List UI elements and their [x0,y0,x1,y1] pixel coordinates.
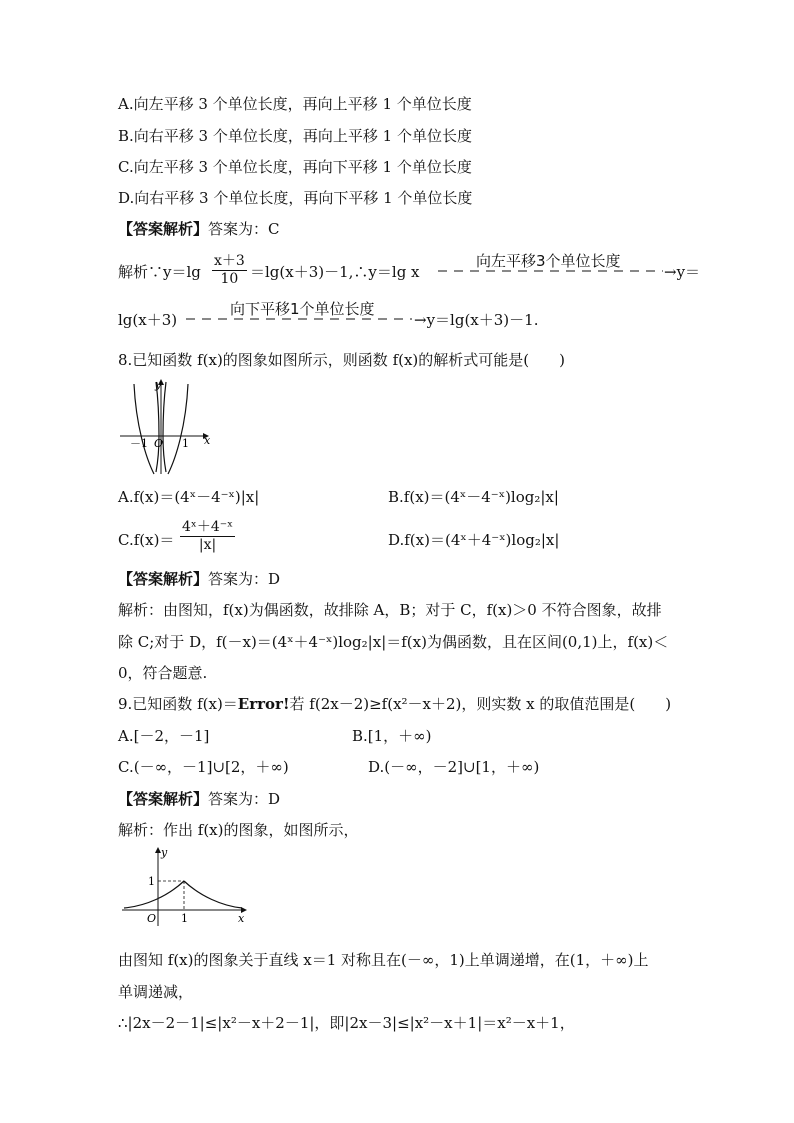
q7-answer [118,219,280,239]
answer-text: 答案为：D [208,570,281,588]
q9-option-c: C.(－∞，－1]∪[2，＋∞) [118,758,289,776]
q8-function-graph [118,376,214,478]
arrow-label: 向左平移3个单位长度 [476,252,621,270]
fraction-numerator: x＋3 [214,253,245,269]
answer-text: 答案为：D [208,790,281,808]
decreasing-branch [184,881,242,908]
left-outer-branch [134,384,154,474]
origin-label: O [154,437,164,450]
tick-neg-one: －1 [130,437,148,450]
q9-option-d: D.(－∞，－2]∪[1，＋∞) [368,758,540,776]
right-inner-branch [163,382,166,472]
q7-solution-line2-prefix: lg(x＋3) [118,311,178,329]
answer-heading: 【答案解析】 [118,790,209,808]
answer-text: 答案为：C [208,220,280,238]
q9-function-graph [118,844,254,928]
fraction-numerator: 4ˣ＋4⁻ˣ [182,519,234,535]
q7-option-a: A.向左平移 3 个单位长度，再向上平移 1 个单位长度 [118,95,472,113]
q7-solution-fraction [212,250,247,287]
dashed-arrow-line [438,248,668,284]
answer-heading: 【答案解析】 [118,220,209,238]
q9-option-a: A.[－2，－1] [118,727,210,745]
left-inner-branch [156,382,159,472]
q7-transform-arrow-2 [186,296,416,332]
q9-stem [118,694,671,714]
origin-label: O [147,912,157,925]
q9-answer [118,789,280,809]
q8-option-b: B.f(x)＝(4ˣ－4⁻ˣ)log₂|x| [388,488,559,506]
tick-x-one: 1 [181,912,188,925]
q7-solution-result-1: →y＝ [664,263,701,281]
tick-y-one: 1 [148,875,155,888]
q8-answer [118,569,280,589]
fraction-denominator: 10 [212,270,247,287]
x-axis-label: x [204,434,211,447]
q7-option-c: C.向左平移 3 个单位长度，再向下平移 1 个单位长度 [118,158,472,176]
q8-solution-line-2: 除 C;对于 D，f(－x)＝(4ˣ＋4⁻ˣ)log₂|x|＝f(x)为偶函数，且在区间(0,1)上，f(x)＜ [118,633,669,651]
q8-solution-line-3: 0，符合题意. [118,664,208,682]
tick-one: 1 [182,437,189,450]
x-axis-label: x [238,912,245,925]
q8-option-c-prefix: C.f(x)＝ [118,531,175,549]
q9-option-b: B.[1，＋∞) [352,727,432,745]
q7-option-b: B.向右平移 3 个单位长度，再向上平移 1 个单位长度 [118,127,472,145]
arrow-label: 向下平移1个单位长度 [230,300,375,318]
q7-transform-arrow-1 [438,248,668,284]
q9-solution-line-4: ∴|2x－2－1|≤|x²－x＋2－1|，即|2x－3|≤|x²－x＋1|＝x²－x＋1， [118,1014,575,1032]
q8-solution-line-1: 解析：由图知，f(x)为偶函数，故排除 A，B；对于 C，f(x)＞0 不符合图象，故排 [118,601,662,619]
q9-solution-line-1: 解析：作出 f(x)的图象，如图所示， [118,821,359,839]
q9-stem-suffix: 若 f(2x－2)≥f(x²－x＋2)，则实数 x 的取值范围是( ) [289,695,672,713]
fraction-denominator: |x| [180,536,235,553]
y-axis-label: y [155,378,162,391]
right-outer-branch [168,384,188,474]
q9-solution-line-3: 单调递减， [118,983,194,1001]
q7-option-d: D.向右平移 3 个单位长度，再向下平移 1 个单位长度 [118,189,473,207]
q8-option-d: D.f(x)＝(4ˣ＋4⁻ˣ)log₂|x| [388,531,560,549]
q8-option-a: A.f(x)＝(4ˣ－4⁻ˣ)|x| [118,488,260,506]
answer-heading: 【答案解析】 [118,570,209,588]
q9-stem-prefix: 9.已知函数 f(x)＝ [118,695,238,713]
q7-solution-line2-result: →y＝lg(x＋3)－1. [414,311,539,329]
q9-stem-error: Error! [237,695,290,713]
dashed-arrow-line [186,296,416,332]
q9-solution-line-2: 由图知 f(x)的图象关于直线 x＝1 对称且在(－∞，1)上单调递增，在(1，＋∞)上 [118,951,649,969]
q8-option-c-fraction [180,516,235,553]
q7-solution-prefix: 解析∵y＝lg [118,263,201,281]
q8-stem: 8.已知函数 f(x)的图象如图所示，则函数 f(x)的解析式可能是( ) [118,351,565,369]
y-axis-label: y [161,846,168,859]
q7-solution-middle: ＝lg(x＋3)－1,∴y＝lg x [250,263,420,281]
